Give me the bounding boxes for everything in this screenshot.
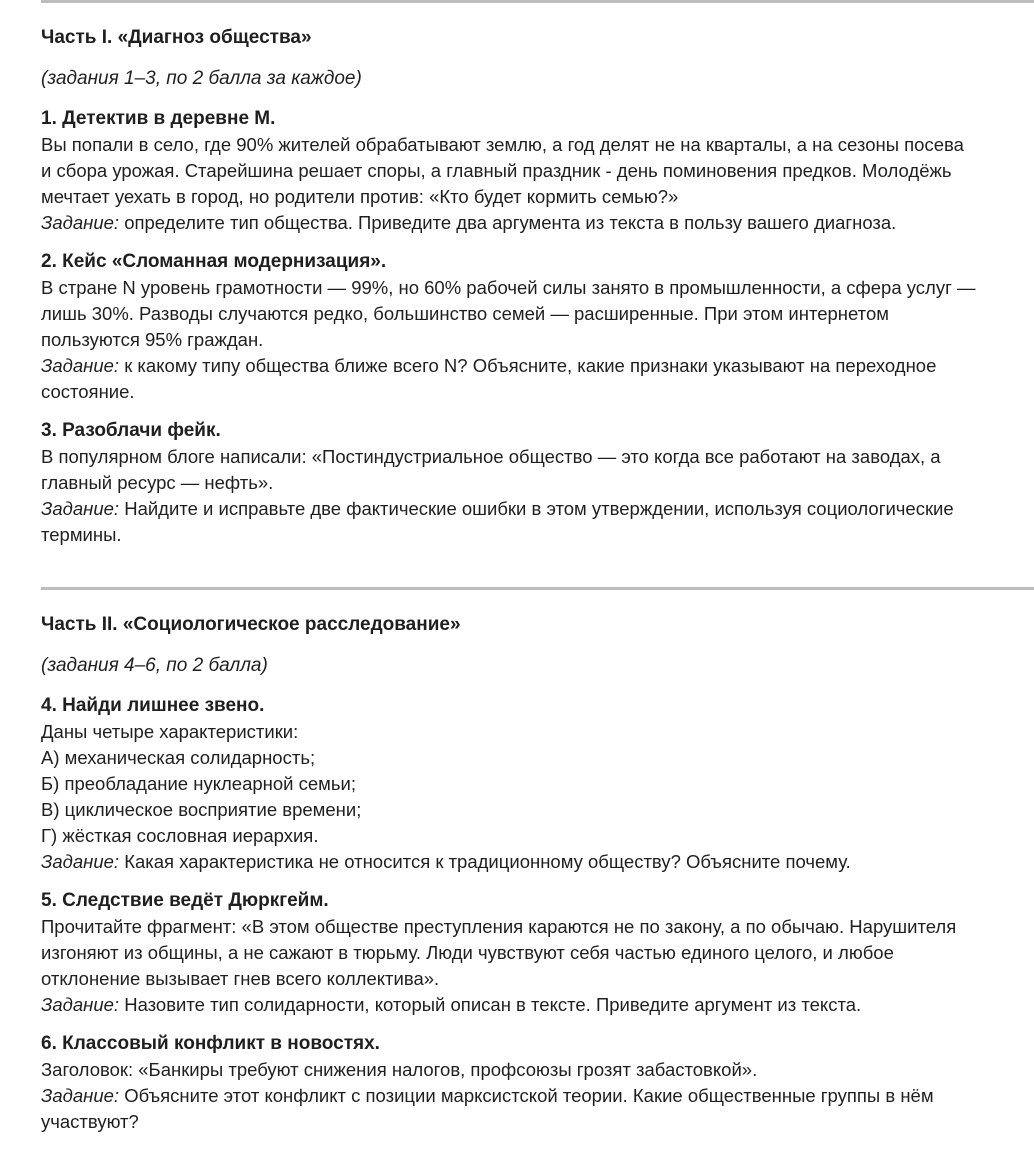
task-block [41, 106, 1034, 236]
task-text-line: и сбора урожая. Старейшина решает споры, а главный праздник - день поминовения предков. Молодёжь [41, 160, 952, 181]
task-assignment-line [41, 992, 1034, 1018]
task-title: 3. Разоблачи фейк. [41, 420, 221, 441]
task-block [41, 418, 1034, 548]
task-assignment-text: Назовите тип солидарности, который описан в тексте. Приведите аргумент из текста. [119, 994, 862, 1015]
task-text-line: отклонение вызывает гнев всего коллектива». [41, 968, 440, 989]
task-assignment-text: к какому типу общества ближе всего N? Объясните, какие признаки указывают на переходное [119, 355, 937, 376]
task-text-line: Вы попали в село, где 90% жителей обрабатывают землю, а год делят не на кварталы, а на сезоны посева [41, 134, 964, 155]
task-text-line: Прочитайте фрагмент: «В этом обществе преступления караются не по закону, а по обычаю. Нарушителя [41, 916, 957, 937]
task-label: Задание: [41, 355, 120, 376]
part-1-title: Часть I. «Диагноз общества» [41, 27, 312, 48]
task-assignment-text: Объясните этот конфликт с позиции марксистской теории. Какие общественные группы в нём [119, 1085, 934, 1106]
task-text-line: Даны четыре характеристики: [41, 721, 299, 742]
task-label: Задание: [41, 1085, 120, 1106]
task-assignment-line [41, 496, 1034, 522]
task-text-line: В популярном блоге написали: «Постиндустриальное общество — это когда все работают на заводах, а [41, 446, 941, 467]
task-text-line: главный ресурс — нефть». [41, 472, 274, 493]
task-title: 2. Кейс «Сломанная модернизация». [41, 251, 387, 272]
task-text-line: Заголовок: «Банкиры требуют снижения налогов, профсоюзы грозят забастовкой». [41, 1059, 758, 1080]
task-block [41, 693, 1034, 875]
task-text-line: пользуются 95% граждан. [41, 329, 264, 350]
task-label: Задание: [41, 498, 120, 519]
task-title: 5. Следствие ведёт Дюркгейм. [41, 890, 329, 911]
task-text-line: Б) преобладание нуклеарной семьи; [41, 773, 357, 794]
task-assignment-line: участвуют? [41, 1111, 139, 1132]
task-assignment-line: состояние. [41, 381, 135, 402]
task-text-line: Г) жёсткая сословная иерархия. [41, 825, 319, 846]
task-assignment-text: Какая характеристика не относится к традиционному обществу? Объясните почему. [119, 851, 851, 872]
task-text-line: В) циклическое восприятие времени; [41, 799, 362, 820]
part-2-subtitle: (задания 4–6, по 2 балла) [41, 655, 268, 676]
task-label: Задание: [41, 851, 120, 872]
task-assignment-line: термины. [41, 524, 122, 545]
task-text-line: лишь 30%. Разводы случаются редко, большинство семей — расширенные. При этом интернетом [41, 303, 889, 324]
part-1-subtitle: (задания 1–3, по 2 балла за каждое) [41, 68, 362, 89]
task-label: Задание: [41, 994, 120, 1015]
task-text-line: В стране N уровень грамотности — 99%, но 60% рабочей силы занято в промышленности, а сфера услуг — [41, 277, 976, 298]
task-block [41, 249, 1034, 405]
task-label: Задание: [41, 212, 120, 233]
task-assignment-text: определите тип общества. Приведите два аргумента из текста в пользу вашего диагноза. [119, 212, 897, 233]
top-divider [41, 0, 1034, 3]
task-assignment-text: Найдите и исправьте две фактические ошибки в этом утверждении, используя социологические [119, 498, 954, 519]
part-1-tasks [41, 106, 1034, 548]
task-block [41, 888, 1034, 1018]
task-assignment-line [41, 849, 1034, 875]
part-2-tasks [41, 693, 1034, 1135]
task-title: 4. Найди лишнее звено. [41, 695, 265, 716]
task-assignment-line [41, 1083, 1034, 1109]
task-text-line: мечтает уехать в город, но родители против: «Кто будет кормить семью?» [41, 186, 679, 207]
section-divider [41, 587, 1034, 590]
task-text-line: изгоняют из общины, а не сажают в тюрьму. Люди чувствуют себя частью единого целого, и любое [41, 942, 894, 963]
task-assignment-line [41, 210, 1034, 236]
task-assignment-line [41, 353, 1034, 379]
part-2-section [41, 611, 1034, 1148]
task-title: 1. Детектив в деревне М. [41, 108, 276, 129]
part-2-title: Часть II. «Социологическое расследование» [41, 614, 461, 635]
task-text-line: А) механическая солидарность; [41, 747, 316, 768]
task-block [41, 1031, 1034, 1135]
task-title: 6. Классовый конфликт в новостях. [41, 1033, 380, 1054]
part-1-section [41, 24, 1034, 561]
